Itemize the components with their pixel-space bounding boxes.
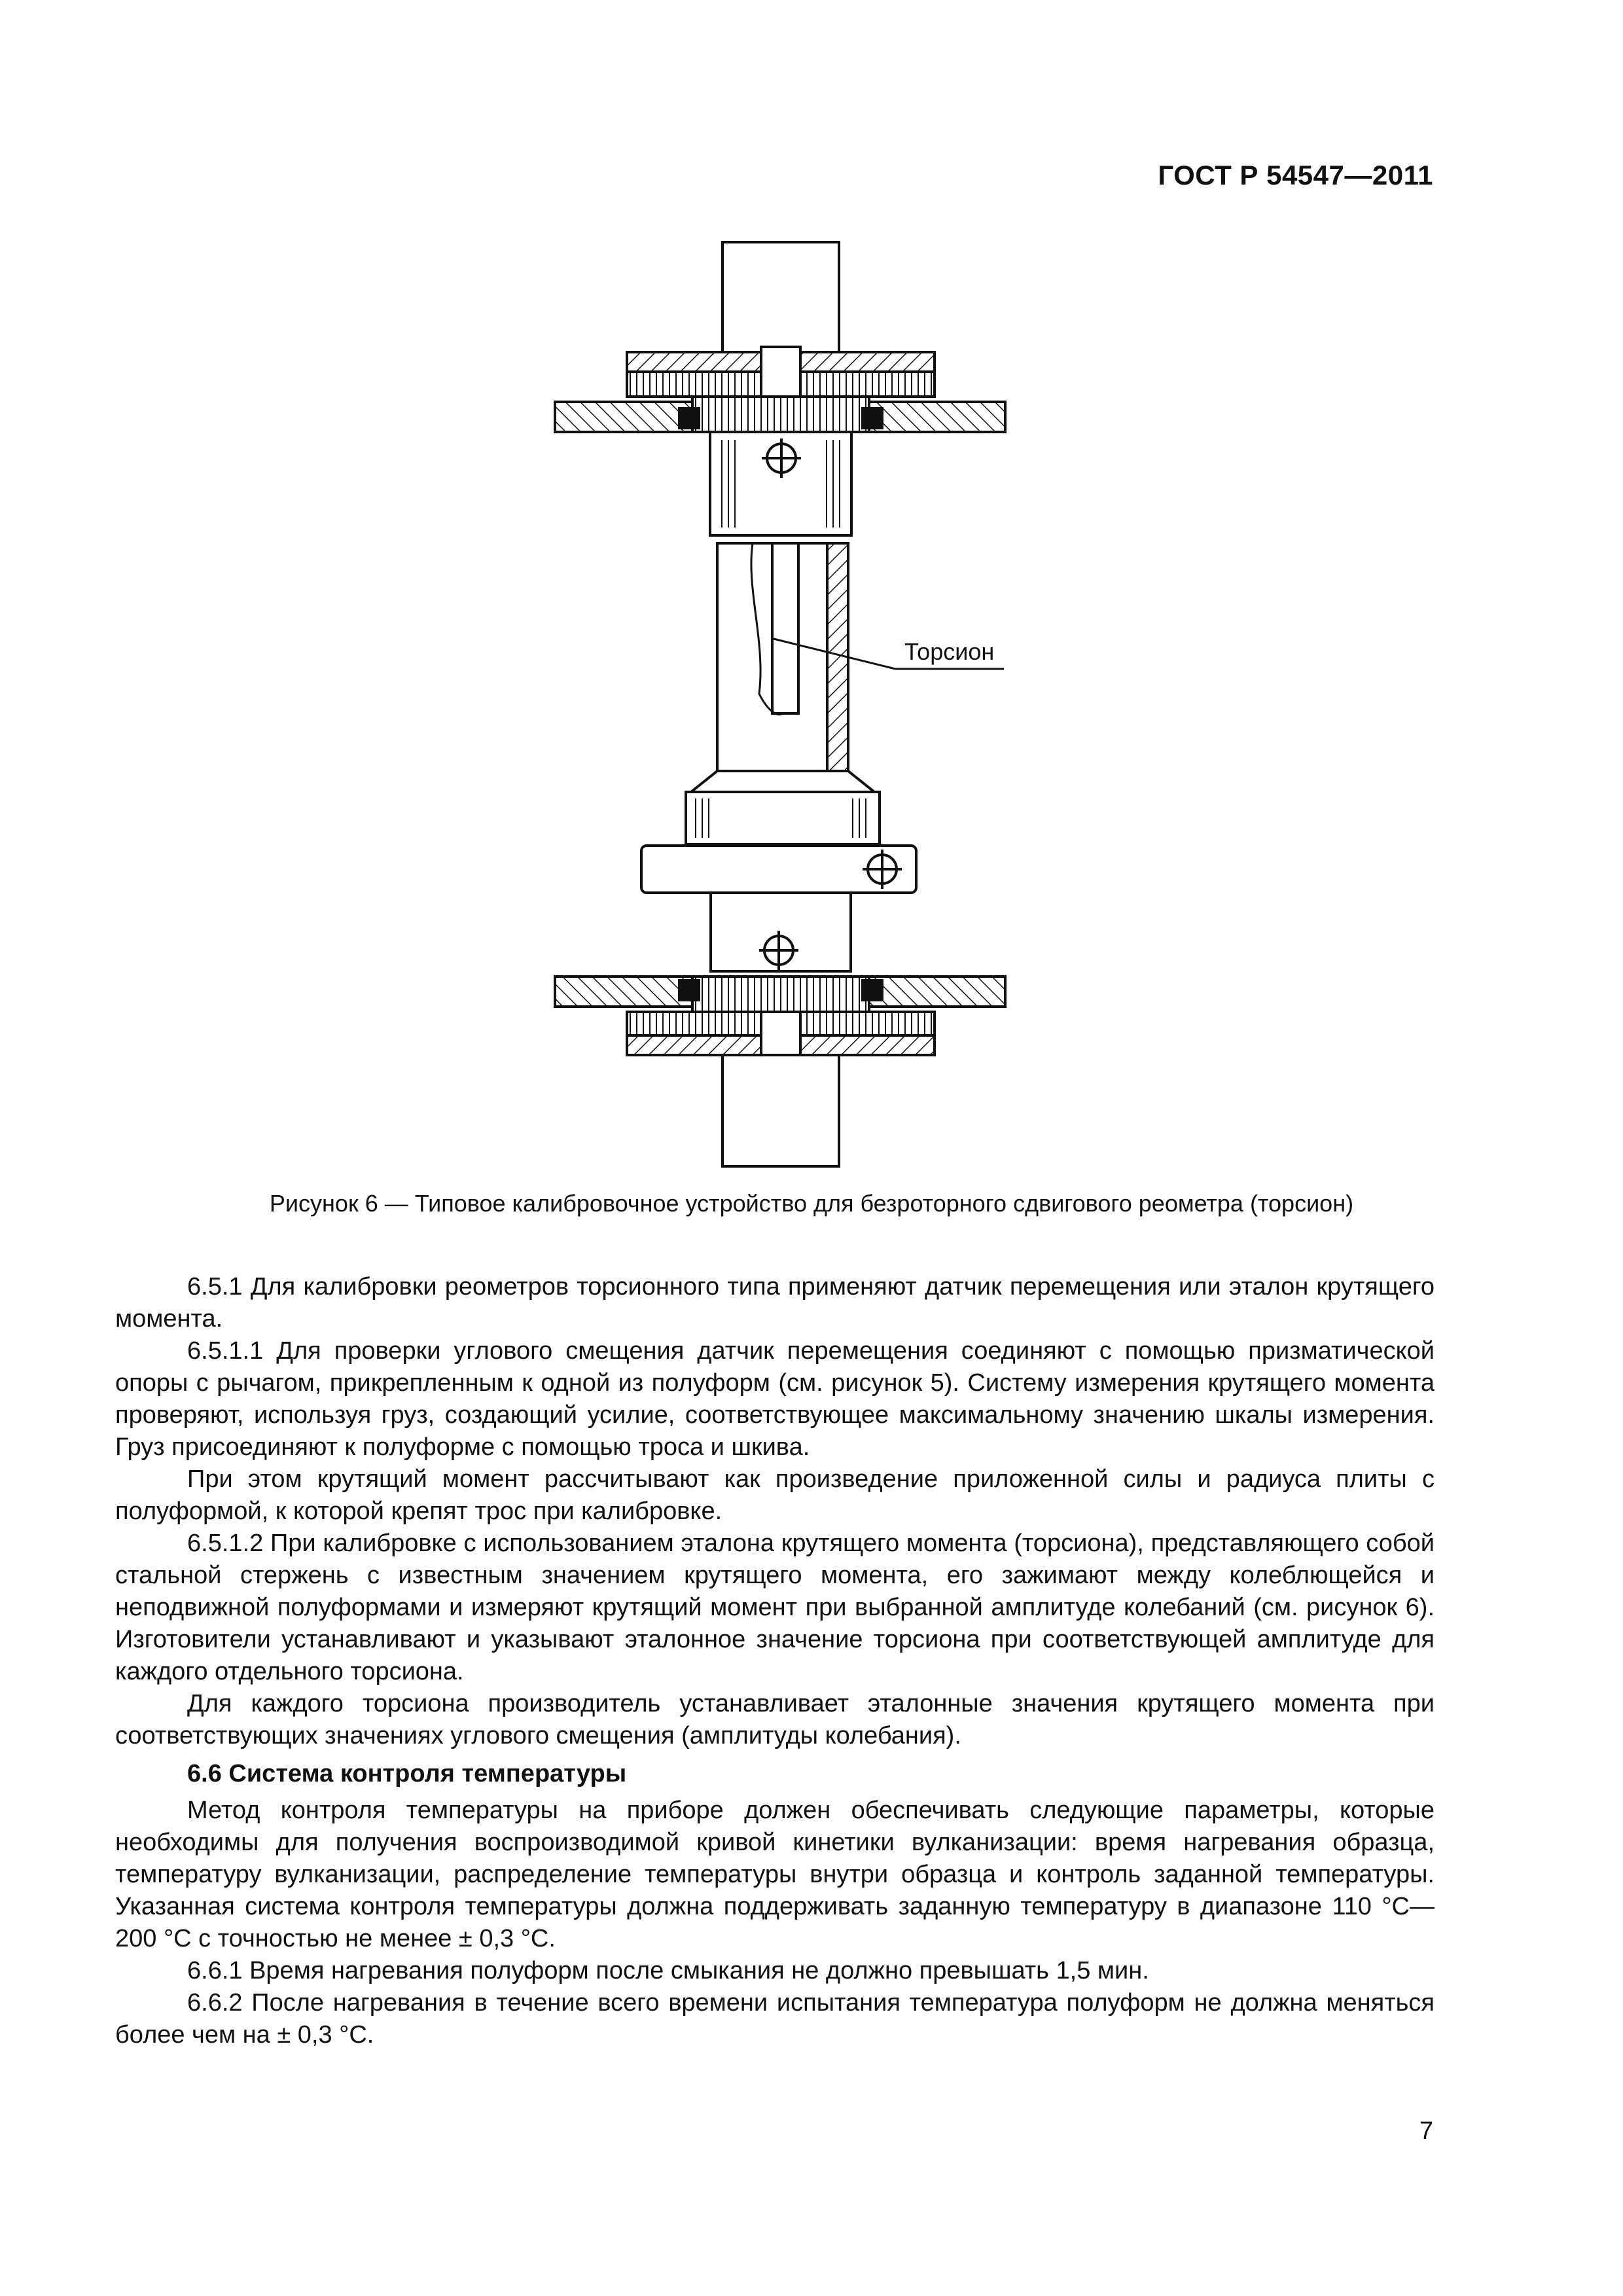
- paragraph: 6.6.1 Время нагревания полуформ после смыкания не должно превышать 1,5 мин.: [187, 1957, 1149, 1984]
- paragraph: 6.5.1.1 Для проверки углового смещения датчик перемещения соединяют с помощью призматической опоры с рычагом, прикрепленным к одной из полуформ (см. рисунок 5). Систему измерения крутящего момента проверяют, используя груз, создающий усилие, соответствующее максимальному значению шкалы измерения. Груз присоединяют к полуформе с помощью троса и шкива.: [115, 1337, 1435, 1461]
- page-number: 7: [1419, 2117, 1433, 2145]
- section-heading: 6.6 Система контроля температуры: [187, 1760, 627, 1787]
- lower-shaft: [722, 1055, 839, 1166]
- upper-shaft: [722, 242, 839, 352]
- figure-caption: Рисунок 6 — Типовое калибровочное устройство для безроторного сдвигового реометра (торсион): [269, 1190, 1354, 1217]
- paragraph: При этом крутящий момент рассчитывают как произведение приложенной силы и радиуса плиты с полуформой, к которой крепят трос при калибровке.: [115, 1465, 1435, 1525]
- upper-die-plate-left: [555, 402, 692, 432]
- paragraph: 6.6.2 После нагревания в течение всего времени испытания температура полуформ не должна меняться более чем на ± 0,3 °С.: [115, 1989, 1435, 2049]
- upper-die-plate-right: [869, 402, 1005, 432]
- lower-die-plate-right: [869, 977, 1005, 1007]
- torsion-label: Торсион: [904, 638, 995, 665]
- document-code-header: ГОСТ Р 54547—2011: [1158, 160, 1433, 190]
- paragraph: Метод контроля температуры на приборе должен обеспечивать следующие параметры, которые необходимы для получения воспроизводимой кривой кинетики вулканизации: время нагревания образца, температуру вулканизации, распределение температуры внутри образца и контроль заданной температуры. Указанная система контроля температуры должна поддерживать заданную температуру в диапазоне 110 °С—200 °С с точностью не менее ± 0,3 °С.: [115, 1797, 1435, 1952]
- torsion-calibration-device-figure: [537, 236, 1034, 1178]
- paragraph: 6.5.1.2 При калибровке с использованием эталона крутящего момента (торсиона), представляющего собой стальной стержень с известным значением крутящего момента, его зажимают между колеблющейся и неподвижной полуформами и измеряют крутящий момент при выбранной амплитуде колебаний (см. рисунок 6). Изготовители устанавливают и указывают эталонное значение торсиона при соответствующей амплитуде для каждого отдельного торсиона.: [115, 1530, 1435, 1685]
- lower-die-plate-left: [555, 977, 692, 1007]
- body-text: [115, 1271, 1435, 2051]
- paragraph: 6.5.1 Для калибровки реометров торсионного типа применяют датчик перемещения или эталон крутящего момента.: [115, 1273, 1435, 1333]
- lower-grip-block: [686, 792, 880, 844]
- paragraph: Для каждого торсиона производитель устанавливает эталонные значения крутящего момента при соответствующих значениях углового смещения (амплитуды колебания).: [115, 1690, 1435, 1749]
- torsion-rod: [772, 543, 798, 713]
